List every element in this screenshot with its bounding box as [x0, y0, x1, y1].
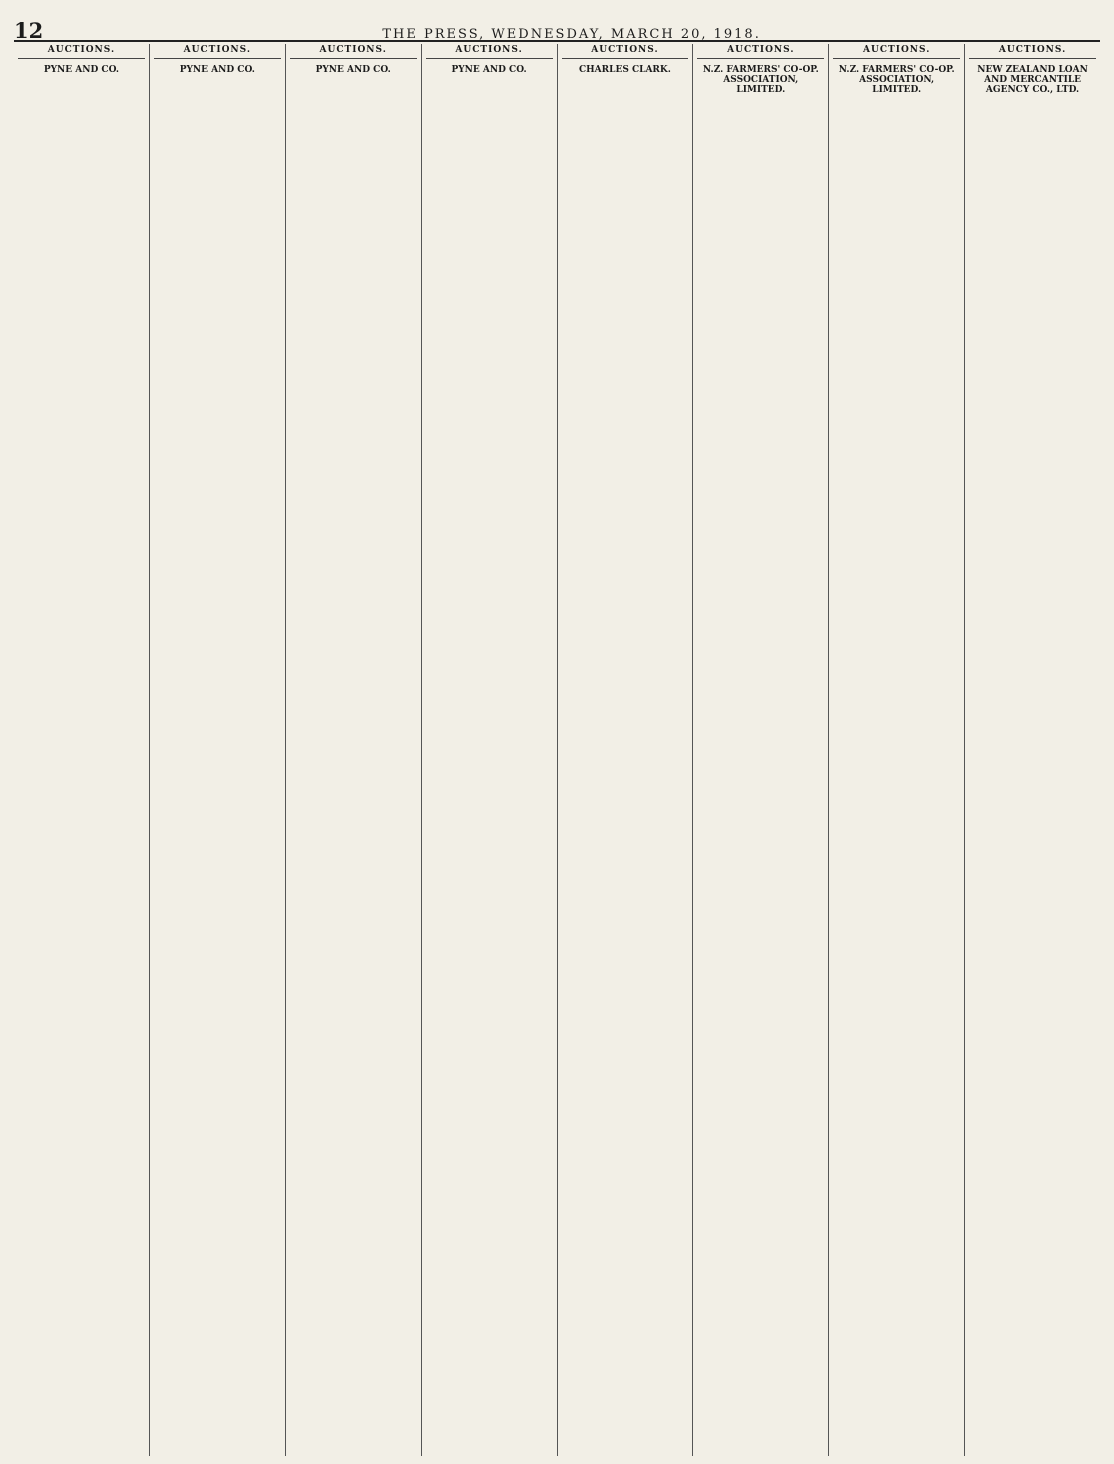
notice-heading: PYNE AND CO.: [179, 65, 255, 75]
notice-heading: NEW ZEALAND LOAN AND MERCANTILE AGENCY CO., LTD.: [977, 65, 1088, 95]
column-heading: AUCTIONS.: [290, 44, 417, 59]
auction-column: [692, 44, 828, 1456]
auction-column: [828, 44, 964, 1456]
masthead: [14, 18, 1100, 42]
notice-heading: N.Z. FARMERS' CO-OP. ASSOCIATION, LIMITED.: [838, 65, 955, 95]
column-heading: AUCTIONS.: [562, 44, 689, 59]
newspaper-title: THE PRESS, WEDNESDAY, MARCH 20, 1918.: [382, 27, 761, 42]
auction-column: [149, 44, 285, 1456]
auction-columns: [14, 44, 1100, 1456]
auction-column: [285, 44, 421, 1456]
notice-heading: N.Z. FARMERS' CO-OP. ASSOCIATION, LIMITED.: [702, 65, 819, 95]
notice-heading: PYNE AND CO.: [315, 65, 391, 75]
auction-column: [557, 44, 693, 1456]
auction-column: [964, 44, 1100, 1456]
notice-heading: PYNE AND CO.: [43, 65, 120, 75]
column-heading: AUCTIONS.: [154, 44, 281, 59]
notice-heading: CHARLES CLARK.: [579, 65, 671, 75]
column-heading: AUCTIONS.: [426, 44, 553, 59]
page-number: 12: [14, 18, 44, 43]
auction-column: [14, 44, 149, 1456]
column-heading: AUCTIONS.: [697, 44, 824, 59]
column-heading: AUCTIONS.: [969, 44, 1096, 59]
column-heading: AUCTIONS.: [18, 44, 145, 59]
auction-column: [421, 44, 557, 1456]
notice-heading: PYNE AND CO.: [451, 65, 527, 75]
column-heading: AUCTIONS.: [833, 44, 960, 59]
